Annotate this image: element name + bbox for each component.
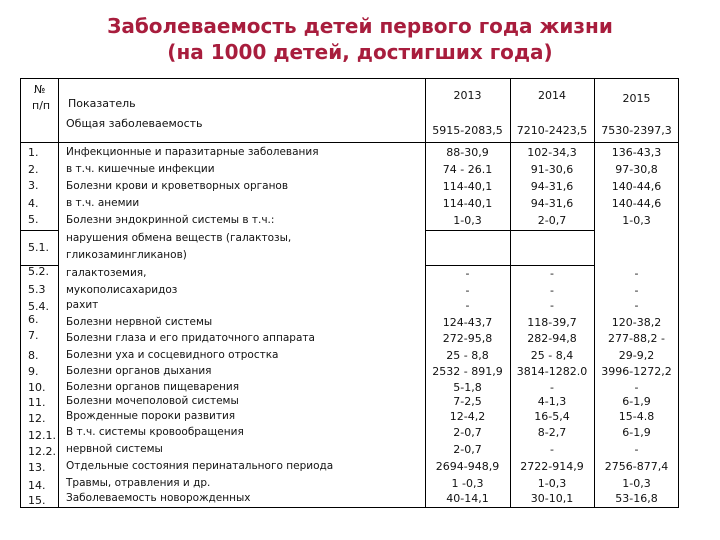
row-number: 14.	[28, 479, 46, 492]
row-indicator-name: в т.ч. кишечные инфекции	[66, 163, 215, 175]
general-value-2015: 7530-2397,3	[601, 124, 672, 137]
row-value-2013: 2-0,7	[453, 443, 482, 456]
row-number: 3.	[28, 179, 39, 192]
header-number-label: п/п	[32, 99, 51, 112]
row-value-2015: 3996-1272,2	[601, 365, 672, 378]
row-indicator-name: в т.ч. анемии	[66, 197, 140, 209]
row-value-2014: -	[550, 381, 554, 394]
row-value-2013: 1 -0,3	[451, 477, 484, 490]
row-value-2015: 15-4.8	[618, 410, 655, 423]
header-year-2015: 2015	[622, 92, 651, 105]
row-value-2015: 277-88,2 -	[608, 332, 665, 345]
row-number: 5.4.	[28, 300, 49, 313]
row-value-2015: -	[634, 284, 639, 297]
row-value-2015: 6-1,9	[622, 426, 651, 439]
row-number: 13.	[28, 461, 46, 474]
row-number: 10.	[28, 381, 46, 394]
row-indicator-name: Болезни мочеполовой системы	[66, 395, 239, 407]
row-value-2015: 140-44,6	[611, 197, 662, 210]
row-number: 12.1.	[28, 429, 56, 442]
row-value-2014: -	[550, 299, 554, 312]
row-value-2013: 12-4,2	[449, 410, 486, 423]
row-value-2013: 124-43,7	[442, 316, 493, 329]
row-number: 6.	[28, 313, 39, 326]
row-value-2015: -	[634, 267, 639, 280]
row-indicator-name: Болезни глаза и его придаточного аппарата	[66, 332, 315, 344]
row-value-2014: 2722-914,9	[520, 460, 584, 473]
row-value-2015: 140-44,6	[611, 180, 662, 193]
row-value-2013: 5-1,8	[453, 381, 482, 394]
row-value-2015: -	[634, 443, 639, 456]
row-indicator-name: Травмы, отравления и др.	[66, 477, 211, 489]
row-divider	[20, 142, 679, 143]
row-value-2015: -	[634, 299, 639, 312]
row-indicator-name: Заболеваемость новорожденных	[66, 492, 251, 504]
row-value-2015: 136-43,3	[611, 146, 662, 159]
row-value-2014: 25 - 8,4	[530, 349, 574, 362]
row-indicator-name: Болезни уха и сосцевидного отростка	[66, 349, 279, 361]
row-indicator-name: В т.ч. системы кровообращения	[66, 426, 244, 438]
row-indicator-name: нарушения обмена веществ (галактозы,	[66, 232, 292, 244]
row-value-2013: 2532 - 891,9	[432, 365, 503, 378]
row-value-2014: -	[550, 443, 554, 456]
row-number: 11.	[28, 396, 46, 409]
row-number: 9.	[28, 365, 39, 378]
header-number-sign: №	[34, 83, 46, 96]
row-indicator-name: Инфекционные и паразитарные заболевания	[66, 146, 319, 158]
general-value-2014: 7210-2423,5	[516, 124, 588, 137]
row-value-2015: -	[634, 381, 639, 394]
row-value-2013: -	[465, 284, 470, 297]
row-value-2013: 25 - 8,8	[446, 349, 489, 362]
row-number: 15.	[28, 494, 46, 507]
row-value-2013: 1-0,3	[453, 214, 482, 227]
header-year-2013: 2013	[453, 89, 482, 102]
row-value-2013: -	[465, 267, 470, 280]
row-value-2015: 1-0,3	[622, 477, 651, 490]
row-indicator-name: Болезни крови и кроветворных органов	[66, 180, 289, 192]
row-value-2014: 91-30,6	[530, 163, 574, 176]
row-value-2013: 272-95,8	[442, 332, 493, 345]
row-number: 1.	[28, 146, 39, 159]
general-value-2013: 5915-2083,5	[432, 124, 503, 137]
row-value-2013: -	[465, 299, 470, 312]
row-indicator-name: Болезни нервной системы	[66, 316, 213, 328]
row-number: 7.	[28, 329, 39, 342]
row-indicator-name: мукополисахаридоз	[66, 284, 178, 296]
row-value-2013: 88-30,9	[446, 146, 489, 159]
row-number: 5.1.	[28, 241, 49, 254]
row-number: 5.	[28, 213, 39, 226]
row-indicator-name: галактоземия,	[66, 267, 147, 279]
row-number: 4.	[28, 197, 39, 210]
row-indicator-name-continued: гликозамингликанов)	[66, 249, 187, 261]
row-value-2014: -	[550, 284, 554, 297]
row-indicator-name: нервной системы	[66, 443, 163, 455]
row-value-2013: 74 - 26.1	[442, 163, 493, 176]
row-indicator-name: Болезни органов пищеварения	[66, 381, 240, 393]
row-value-2013: 114-40,1	[442, 180, 493, 193]
row-value-2014: 1-0,3	[537, 477, 567, 490]
row-value-2014: 282-94,8	[527, 332, 577, 345]
row-indicator-name: Врожденные пороки развития	[66, 410, 236, 422]
row-value-2014: 102-34,3	[527, 146, 577, 159]
row-value-2015: 53-16,8	[615, 492, 658, 505]
row-value-2015: 1-0,3	[622, 214, 651, 227]
header-indicator: Показатель	[68, 97, 136, 110]
row-number: 12.	[28, 412, 46, 425]
header-year-2014: 2014	[538, 89, 566, 102]
row-value-2015: 97-30,8	[615, 163, 658, 176]
row-indicator-name: рахит	[66, 299, 99, 311]
row-value-2015: 120-38,2	[611, 316, 662, 329]
row-value-2014: -	[550, 267, 554, 280]
row-value-2014: 4-1,3	[537, 395, 567, 408]
row-value-2014: 118-39,7	[527, 316, 577, 329]
row-value-2015: 6-1,9	[622, 395, 651, 408]
row-number: 5.2.	[28, 265, 49, 278]
row-value-2015: 2756-877,4	[604, 460, 669, 473]
row-value-2014: 30-10,1	[530, 492, 574, 505]
row-indicator-name: Болезни органов дыхания	[66, 365, 212, 377]
row-value-2014: 3814-1282.0	[516, 365, 588, 378]
row-number: 8.	[28, 349, 39, 362]
page-title: Заболеваемость детей первого года жизни	[107, 14, 613, 38]
row-value-2013: 2694-948,9	[435, 460, 500, 473]
row-value-2014: 16-5,4	[534, 410, 570, 423]
general-morbidity-label: Общая заболеваемость	[66, 117, 203, 130]
page-subtitle: (на 1000 детей, достигших года)	[167, 40, 553, 64]
row-value-2015: 29-9,2	[618, 349, 655, 362]
row-number: 12.2.	[28, 445, 56, 458]
row-number: 2.	[28, 163, 39, 176]
row-value-2013: 114-40,1	[442, 197, 493, 210]
merged-cell-border	[425, 230, 595, 266]
row-value-2013: 2-0,7	[453, 426, 482, 439]
row-value-2013: 40-14,1	[446, 492, 489, 505]
row-value-2014: 94-31,6	[530, 180, 574, 193]
row-indicator-name: Болезни эндокринной системы в т.ч.:	[66, 214, 275, 226]
row-value-2014: 94-31,6	[530, 197, 574, 210]
row-number: 5.3	[28, 283, 46, 296]
row-value-2013: 7-2,5	[453, 395, 482, 408]
row-indicator-name: Отдельные состояния перинатального периода	[66, 460, 334, 472]
row-value-2014: 2-0,7	[537, 214, 567, 227]
row-value-2014: 8-2,7	[537, 426, 567, 439]
